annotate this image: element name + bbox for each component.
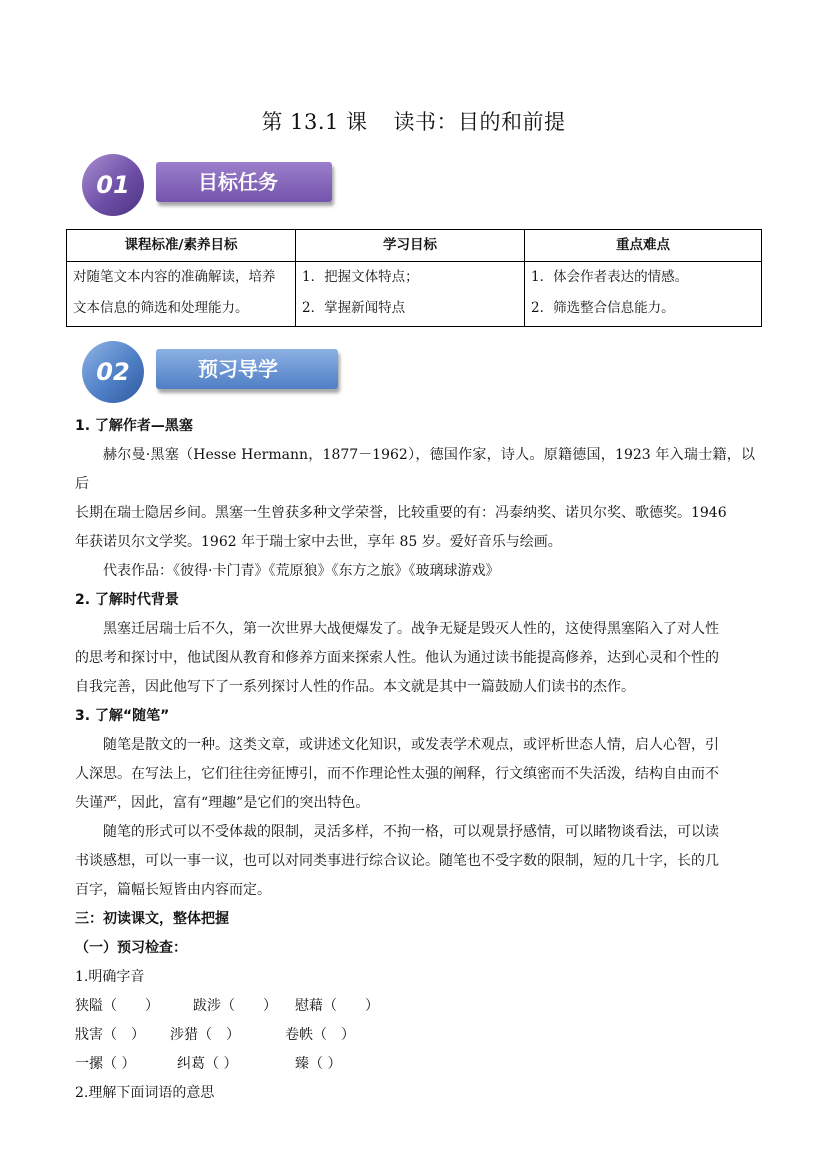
preview-content (75, 412, 755, 1108)
banner-label: 预习导学 (156, 349, 338, 389)
paragraph-line: 的思考和探讨中，他试图从教育和修养方面来探索人性。他认为通过读书能提高修养，达到心灵和个性的 (75, 650, 719, 666)
cell-line: 1．把握文体特点； (302, 269, 419, 285)
pinyin-item: 跋涉（ ） (193, 998, 277, 1014)
paragraph-line: 赫尔曼·黑塞（Hesse Hermann，1877－1962），德国作家，诗人。原籍德国，1923 年入瑞士籍，以后 (75, 447, 755, 492)
section-banner-goals (82, 154, 342, 218)
paragraph-line: 代表作品：《彼得·卡门青》《荒原狼》《东方之旅》《玻璃球游戏》 (103, 563, 500, 579)
pinyin-item: 慰藉（ ） (295, 998, 379, 1014)
pinyin-item: 一摞（ ） (75, 1056, 136, 1072)
pinyin-item: 卷帙（ ） (285, 1027, 355, 1043)
cell-line: 对随笔文本内容的准确解读，培养 (73, 269, 276, 285)
goals-table (66, 229, 762, 327)
pinyin-item: 戕害（ ） (75, 1027, 145, 1043)
lesson-name: 读书：目的和前提 (393, 110, 566, 134)
table-cell (525, 262, 762, 327)
lesson-number: 第 13.1 课 (261, 110, 368, 134)
cell-line: 2．筛选整合信息能力。 (531, 300, 675, 316)
cell-line: 1．体会作者表达的情感。 (531, 269, 689, 285)
table-header-cell: 学习目标 (296, 230, 525, 262)
banner-number: 02 (96, 358, 130, 386)
paragraph-line: 百字，篇幅长短皆由内容而定。 (75, 882, 271, 898)
paragraph-line: 黑塞迁居瑞士后不久，第一次世界大战便爆发了。战争无疑是毁灭人性的，这使得黑塞陷入了对人性 (103, 621, 719, 637)
banner-label: 目标任务 (156, 162, 332, 202)
paragraph-line: 人深思。在写法上，它们往往旁征博引，而不作理论性太强的阐释，行文缜密而不失活泼，结构自由而不 (75, 766, 719, 782)
pinyin-row (75, 1050, 755, 1079)
page-title (0, 106, 827, 136)
cell-line: 2．掌握新闻特点 (302, 300, 406, 316)
table-header-row (67, 230, 762, 262)
paragraph-line: 随笔的形式可以不受体裁的限制，灵活多样，不拘一格，可以观景抒感情，可以睹物谈看法，可以读 (103, 824, 719, 840)
banner-number-badge (82, 154, 144, 216)
paragraph-line: 年获诺贝尔文学奖。1962 年于瑞士家中去世，享年 85 岁。爱好音乐与绘画。 (75, 534, 562, 550)
table-header-cell: 重点难点 (525, 230, 762, 262)
paragraph-line: 随笔是散文的一种。这类文章，或讲述文化知识，或发表学术观点，或评析世态人情，启人心智，引 (103, 737, 719, 753)
paragraph-line: 长期在瑞士隐居乡间。黑塞一生曾获多种文学荣誉，比较重要的有：冯泰纳奖、诺贝尔奖、歌德奖。1946 (75, 505, 727, 521)
table-row (67, 262, 762, 327)
pinyin-row (75, 992, 755, 1021)
banner-number: 01 (96, 171, 130, 199)
pinyin-item: 臻（ ） (295, 1056, 342, 1072)
section-heading: 3. 了解“随笔” (75, 708, 170, 724)
banner-number-badge (82, 341, 144, 403)
pinyin-item: 狭隘（ ） (75, 998, 159, 1014)
question-line: 1.明确字音 (75, 969, 145, 985)
table-cell (296, 262, 525, 327)
subsection-heading: （一）预习检查： (75, 940, 187, 956)
section-heading: 三：初读课文，整体把握 (75, 911, 229, 927)
paragraph-line: 自我完善，因此他写下了一系列探讨人性的作品。本文就是其中一篇鼓励人们读书的杰作。 (75, 679, 635, 695)
pinyin-row (75, 1021, 755, 1050)
section-heading: 2. 了解时代背景 (75, 592, 179, 608)
paragraph-line: 书谈感想，可以一事一议，也可以对同类事进行综合议论。随笔也不受字数的限制，短的几十字，长的几 (75, 853, 719, 869)
cell-line: 文本信息的筛选和处理能力。 (73, 300, 249, 316)
section-heading: 1. 了解作者—黑塞 (75, 418, 193, 434)
pinyin-item: 涉猎（ ） (170, 1027, 240, 1043)
pinyin-item: 纠葛（ ） (177, 1056, 238, 1072)
question-line: 2.理解下面词语的意思 (75, 1085, 215, 1101)
table-header-cell: 课程标准/素养目标 (67, 230, 296, 262)
paragraph-line: 失谨严，因此，富有“理趣”是它们的突出特色。 (75, 795, 370, 811)
table-cell (67, 262, 296, 327)
section-banner-preview (82, 341, 342, 405)
